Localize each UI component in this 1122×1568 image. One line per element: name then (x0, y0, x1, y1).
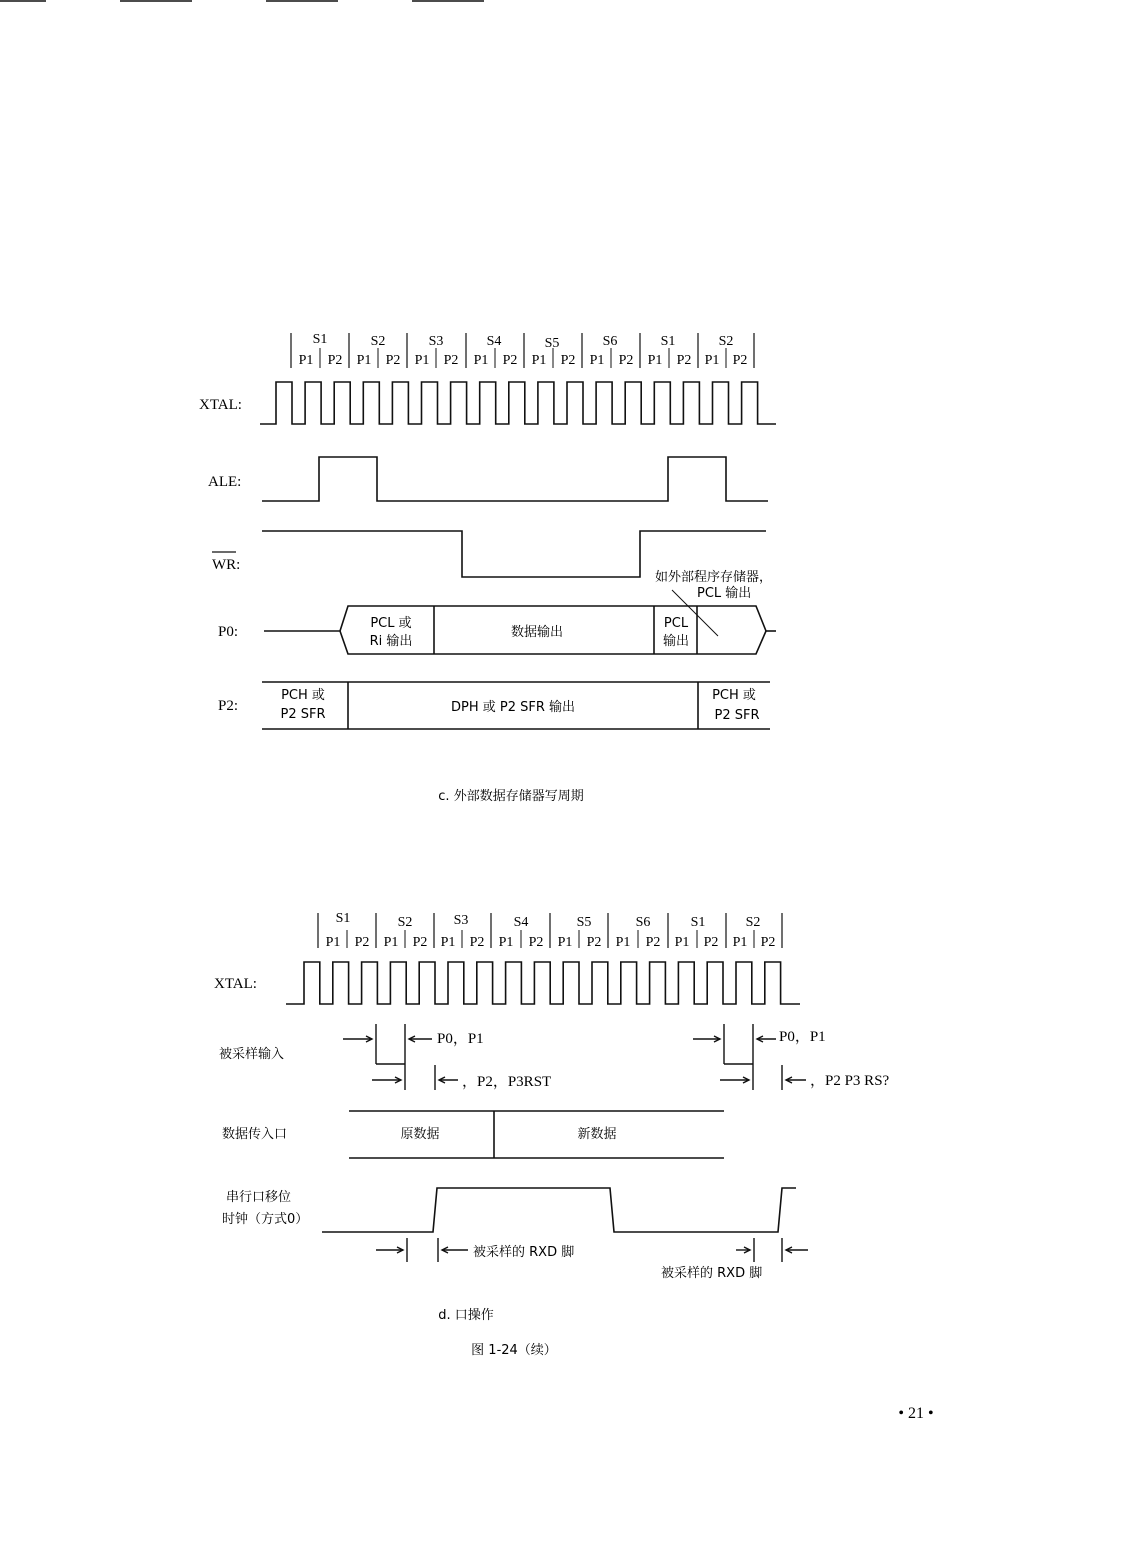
p2-p3-rst-sample-note: ，P2，P3RST (462, 1074, 552, 1090)
sample-window-markers (343, 1024, 806, 1090)
phase-label: P2 (760, 935, 776, 950)
state-label: S4 (486, 334, 502, 349)
diagram-c-state-header (291, 332, 754, 368)
phase-label: P1 (589, 353, 605, 368)
phase-label: P2 (560, 353, 576, 368)
phase-label: P1 (531, 353, 547, 368)
p2-dph-or-p2-sfr-output: DPH 或 P2 SFR 输出 (450, 700, 576, 715)
phase-label: P1 (356, 353, 372, 368)
p0-pcl-or-ri-output: Ri 输出 (369, 634, 413, 649)
rxd-sample-markers (376, 1238, 808, 1262)
phase-label: P1 (325, 935, 341, 950)
phase-label: P1 (414, 353, 430, 368)
serial-shift-clock-label: 时钟（方式0） (222, 1212, 309, 1227)
ale-waveform (262, 457, 768, 501)
phase-label: P2 (618, 353, 634, 368)
state-label: S1 (335, 911, 351, 926)
external-program-memory-note: PCL 输出 (697, 586, 752, 601)
old-data: 原数据 (400, 1127, 440, 1142)
diagram-c-caption: c. 外部数据存储器写周期 (438, 789, 584, 804)
sampled-rxd-pin-note: 被采样的 RXD 脚 (473, 1245, 575, 1260)
phase-label: P2 (443, 353, 459, 368)
phase-label: P2 (385, 353, 401, 368)
p2-label: P2: (218, 698, 239, 714)
diagram-c-phase-ticks (320, 348, 726, 368)
figure-caption: 图 1-24（续） (471, 1343, 557, 1358)
phase-label: P1 (704, 353, 720, 368)
state-label: S3 (453, 913, 469, 928)
xtal-label: XTAL: (199, 397, 242, 413)
phase-label: P1 (498, 935, 514, 950)
state-label: S5 (576, 915, 592, 930)
state-label: S4 (513, 915, 529, 930)
phase-label: P1 (557, 935, 573, 950)
phase-label: P1 (647, 353, 663, 368)
state-label: S1 (312, 332, 328, 347)
phase-label: P1 (732, 935, 748, 950)
phase-label: P2 (703, 935, 719, 950)
phase-label: P2 (327, 353, 343, 368)
p0-pcl-output: PCL (663, 616, 689, 631)
phase-label: P1 (674, 935, 690, 950)
state-label: S6 (635, 915, 651, 930)
state-label: S2 (370, 334, 386, 349)
diagram-c-external-data-memory-write-cycle (199, 332, 776, 804)
phase-label: P2 (732, 353, 748, 368)
phase-label: P1 (298, 353, 314, 368)
phase-label: P1 (615, 935, 631, 950)
p2-pch-or-p2-sfr: PCH 或 (281, 688, 325, 703)
phase-label: P2 (354, 935, 370, 950)
state-label: S1 (660, 334, 676, 349)
phase-label: P1 (440, 935, 456, 950)
p0-p1-sample-note: P0，P1 (779, 1029, 826, 1045)
phase-label: P2 (676, 353, 692, 368)
state-label: S2 (397, 915, 413, 930)
state-label: S5 (544, 336, 560, 351)
diagram-d-port-operation (214, 911, 890, 1323)
p0-label: P0: (218, 624, 239, 640)
xtal-label: XTAL: (214, 976, 257, 992)
wr-label: WR: (212, 557, 241, 573)
sampled-input-label: 被采样输入 (219, 1047, 285, 1062)
p2-pch-or-p2-sfr: P2 SFR (714, 708, 760, 723)
state-label: S3 (428, 334, 444, 349)
p0-pcl-output: 输出 (662, 634, 690, 649)
serial-shift-clock-waveform (322, 1188, 796, 1232)
xtal-waveform (260, 382, 776, 424)
p2-pch-or-p2-sfr: P2 SFR (280, 707, 326, 722)
phase-label: P2 (469, 935, 485, 950)
state-label: S6 (602, 334, 618, 349)
serial-shift-clock-label: 串行口移位 (226, 1190, 292, 1205)
diagram-c-phase-labels (299, 353, 748, 368)
external-program-memory-note: 如外部程序存储器， (655, 570, 773, 585)
new-data: 新数据 (577, 1127, 617, 1142)
phase-label: P2 (586, 935, 602, 950)
p0-p1-sample-note: P0，P1 (437, 1031, 484, 1047)
phase-label: P1 (383, 935, 399, 950)
phase-label: P2 (528, 935, 544, 950)
sampled-rxd-pin-note: 被采样的 RXD 脚 (661, 1266, 763, 1281)
ale-label: ALE: (208, 474, 242, 490)
state-label: S2 (718, 334, 734, 349)
xtal-waveform (286, 962, 800, 1004)
state-label: S2 (745, 915, 761, 930)
diagram-d-state-header (318, 911, 782, 950)
phase-label: P2 (502, 353, 518, 368)
p0-data-output: 数据输出 (510, 625, 564, 640)
phase-label: P2 (645, 935, 661, 950)
phase-label: P2 (412, 935, 428, 950)
phase-label: P1 (473, 353, 489, 368)
p2-pch-or-p2-sfr: PCH 或 (712, 688, 756, 703)
p2-p3-rst-sample-note: ，P2 P3 RS? (810, 1073, 890, 1089)
diagram-d-caption: d. 口操作 (438, 1308, 494, 1323)
page-number: • 21 • (898, 1405, 934, 1422)
state-label: S1 (690, 915, 706, 930)
p0-pcl-or-ri-output: PCL 或 (370, 616, 412, 631)
data-into-port-label: 数据传入口 (222, 1127, 288, 1142)
